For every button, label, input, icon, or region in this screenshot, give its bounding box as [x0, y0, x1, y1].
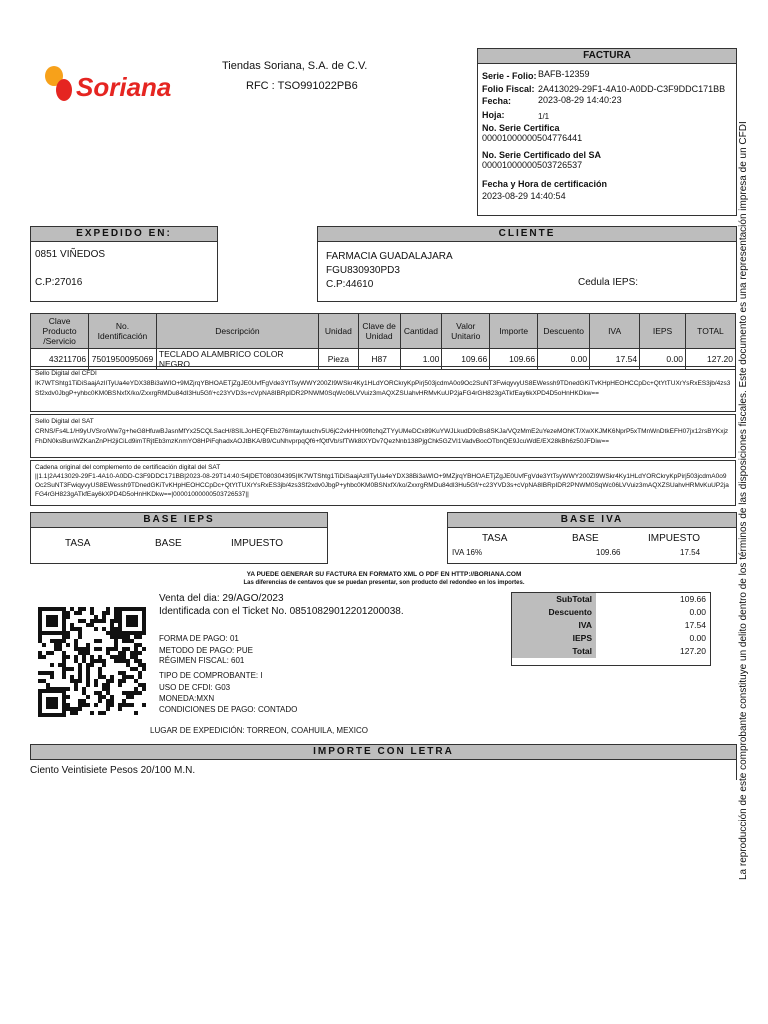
company-rfc: RFC : TSO991022PB6	[246, 80, 358, 92]
sello-sat-box	[30, 414, 736, 458]
cadena-label: Cadena original del complemento de certificación digital del SAT	[35, 464, 221, 471]
total-row-subtotal	[512, 593, 710, 606]
forma-pago: FORMA DE PAGO: 01	[159, 634, 239, 643]
descuento-label: Descuento	[512, 606, 596, 619]
iva-impuesto-label: IMPUESTO	[648, 533, 701, 544]
items-header-row	[31, 314, 736, 349]
sello-cfdi-text: IK7WTShtg1TiDiSaajAzIITyUa4eYDX38Bi3aWIO+9MZjrqYBHOAETjZgJE0UvfFgVde3YtTsyWWY200ZI9WSkr4Ky1HLdYORCkryKpPirj503jcdmA0o9Oc2SuNT3FwiqyvyUS8EWessh9TDnedGKiTvKHpHEOHCCpDc+QtYtTUXrYsRxES3jb/4zs3Sf2xdv0JbgP+yhbc0KM0BSNxfX/ko/ZxxrgRMDu84dI3Hu5Gf/+c23YVD3s+cVpNA8IBRpIDR2PNWM0SqWc06LVVuiz3mAQXZSUahvHRMvKuUP2jaFG4rGH823gATkfEay6kXPD4D5oHnHKDkw==	[35, 380, 731, 397]
cell-ieps: 0.00	[640, 349, 686, 370]
qr-code-icon	[38, 605, 146, 717]
cliente-cp: C.P:44610	[326, 279, 374, 290]
descuento-value: 0.00	[689, 607, 706, 617]
iva-base-label: BASE	[572, 533, 599, 544]
importe-letra-title: IMPORTE CON LETRA	[30, 745, 736, 760]
tipo-comprobante: TIPO DE COMPROBANTE: I	[159, 671, 263, 680]
metodo-pago: METODO DE PAGO: PUE	[159, 646, 253, 655]
cliente-rfc: FGU830930PD3	[326, 265, 400, 276]
factura-title: FACTURA	[478, 49, 736, 64]
company-name: Tiendas Soriana, S.A. de C.V.	[222, 60, 368, 72]
iva-tasa-value: IVA 16%	[452, 548, 483, 557]
notice-line2: Las diferencias de centavos que se puedan presentar, son producto del redondeo en los importes.	[243, 580, 525, 586]
folio-value: 2A413029-29F1-4A10-A0DD-C3F9DDC171BB	[538, 84, 726, 94]
venta-ticket: Identificada con el Ticket No. 08510829012201200038.	[159, 606, 404, 617]
cliente-cedula: Cedula IEPS:	[578, 277, 639, 288]
fecha-label: Fecha:	[482, 96, 512, 106]
fecha-cert-label: Fecha y Hora de certificación	[482, 179, 608, 189]
expedido-title: EXPEDIDO EN:	[31, 227, 217, 242]
cadena-text: ||1.1|2A413029-29F1-4A10-A0DD-C3F9DDC171BB|2023-08-29T14:40:54|DET080304395|IK7WTShtg1TiDiSaajAzIITyUa4eYDX38Bi3aWIO+9MZjrqYBHOAETjZgJE0UvfFgVde3YtTsyWWY200ZI9WSkr4Ky1HLdYORCkryKpPirj503jcdmA0o9Oc2SuNT3FwiqyvyUS8EWessh9TDnedGKiTvKHpHEOHCCpDc+QtYtTUXrYsRxES3jb/4zs3Sf2xdv0JbgP+yhbc0KM0BSNxfX/ko/ZxxrgRMDu84dI3Hu5Gf/+c23YVD3s+cVpNA8IBRpIDR2PNWM0SqWc06LVVuiz3mAQXZSUahvHRMvKuUP2jaFG4rGH823gATkfEay6kXPD4D5oHnHKDkw==|00001000000503726537||	[35, 473, 729, 498]
col-valor-unitario: Valor Unitario	[442, 314, 490, 349]
cell-iva: 17.54	[590, 349, 640, 370]
subtotal-label: SubTotal	[512, 593, 596, 606]
cliente-title: CLIENTE	[318, 227, 736, 242]
cliente-nombre: FARMACIA GUADALAJARA	[326, 251, 453, 262]
ieps-impuesto-label: IMPUESTO	[231, 538, 284, 549]
cell-clave-unidad: H87	[358, 349, 400, 370]
col-unidad: Unidad	[318, 314, 358, 349]
col-descripcion: Descripción	[156, 314, 318, 349]
sello-sat-text: CRNS/Fs4L1/H9yUVSro/Ww7g+heG8HfuwBJasnMfYx25CQLSacH/8SILJoHEQFEb276mtaytuuchv5U6jC2vkHHr09ftchqZTYyUMeDCx89KuYWJLkudD9cBs8SKJa/VQzMmE2uYezeMOhKT/XwXKJMK6NprP5xTMnWnDtkEFH07jx12rsBYKxjzFhDN0ksBunWZKanZnPH2jiCiLd9imTRjtEb3mzKnmYO8HPiFqhadxAOJtBKA/B9/CuNhvprpqQf6+fQtfVb/sfTWk8tXYDv7QezNnb138PjgChk5GZVI1VadvBocOTbnQE9JcuWdE/EX28kBh6z50JFDiw==	[35, 428, 729, 445]
subtotal-value: 109.66	[680, 594, 706, 604]
total-row-descuento	[512, 606, 710, 619]
cell-total: 127.20	[685, 349, 735, 370]
cell-cantidad: 1.00	[400, 349, 442, 370]
condiciones-pago: CONDICIONES DE PAGO: CONTADO	[159, 705, 298, 714]
col-importe: Importe	[490, 314, 538, 349]
expedido-sucursal: 0851 VIÑEDOS	[35, 249, 106, 260]
base-ieps-box	[30, 512, 328, 564]
base-iva-box	[447, 512, 737, 564]
iva-tasa-label: TASA	[482, 533, 508, 544]
sello-sat-label: Sello Digital del SAT	[35, 418, 94, 425]
folio-label: Folio Fiscal:	[482, 84, 535, 94]
totales-box	[511, 592, 711, 666]
cert-sa-label: No. Serie Certificado del SA	[482, 150, 602, 160]
cert-value: 00001000000504776441	[482, 133, 583, 143]
logo-text: Soriana	[76, 72, 172, 102]
base-iva-title: BASE IVA	[448, 513, 736, 528]
factura-box	[477, 48, 737, 216]
sello-cfdi-box	[30, 366, 736, 412]
base-ieps-title: BASE IEPS	[31, 513, 327, 528]
cell-descuento: 0.00	[538, 349, 590, 370]
hoja-value: 1/1	[538, 112, 550, 121]
col-clave-unidad: Clave de Unidad	[358, 314, 400, 349]
legal-notice-vertical: La reproducción de este comprobante constituye un delito dentro de los términos de las disposiciones fiscales. Este documento es una representación impresa de un CFDI	[738, 121, 749, 880]
cell-clave: 43211706	[31, 349, 89, 370]
fecha-value: 2023-08-29 14:40:23	[538, 95, 622, 105]
hoja-label: Hoja:	[482, 110, 505, 120]
notice-line1: YA PUEDE GENERAR SU FACTURA EN FORMATO XML O PDF EN HTTP://BORIANA.COM	[246, 571, 522, 578]
expedido-cp: C.P:27016	[35, 277, 83, 288]
cell-importe: 109.66	[490, 349, 538, 370]
iva-impuesto-value: 17.54	[680, 548, 701, 557]
importe-letra-box	[30, 744, 737, 780]
total-row-total	[512, 645, 710, 658]
col-total: TOTAL	[685, 314, 735, 349]
cell-identificacion: 7501950095069	[89, 349, 157, 370]
ieps-label: IEPS	[512, 632, 596, 645]
total-value: 127.20	[680, 646, 706, 656]
cliente-box	[317, 226, 737, 302]
iva-base-value: 109.66	[596, 548, 621, 557]
ieps-tasa-label: TASA	[65, 538, 91, 549]
ieps-value: 0.00	[689, 633, 706, 643]
col-identificacion: No. Identificación	[89, 314, 157, 349]
items-table	[30, 313, 736, 370]
cert-sa-value: 00001000000503726537	[482, 160, 583, 170]
col-cantidad: Cantidad	[400, 314, 442, 349]
expedido-box	[30, 226, 218, 302]
iva-label: IVA	[512, 619, 596, 632]
col-clave: Clave Producto /Servicio	[31, 314, 89, 349]
total-row-ieps	[512, 632, 710, 645]
total-label: Total	[512, 645, 596, 658]
soriana-logo	[42, 64, 182, 104]
regimen-fiscal: RÉGIMEN FISCAL: 601	[159, 656, 245, 665]
iva-value: 17.54	[684, 620, 706, 630]
cert-label: No. Serie Certifica	[482, 123, 560, 133]
col-ieps: IEPS	[640, 314, 686, 349]
total-row-iva	[512, 619, 710, 632]
col-descuento: Descuento	[538, 314, 590, 349]
importe-letra-text: Ciento Veintisiete Pesos 20/100 M.N.	[30, 765, 196, 776]
soriana-logo-icon	[42, 64, 76, 104]
sello-cfdi-label: Sello Digital del CFDI	[35, 370, 97, 377]
venta-dia: Venta del dia: 29/AGO/2023	[159, 593, 284, 604]
cadena-box	[30, 460, 736, 506]
cell-valor-unitario: 109.66	[442, 349, 490, 370]
fecha-cert-value: 2023-08-29 14:40:54	[482, 191, 566, 201]
ieps-base-label: BASE	[155, 538, 182, 549]
uso-cfdi: USO DE CFDI: G03	[159, 683, 231, 692]
moneda: MONEDA:MXN	[159, 694, 215, 703]
lugar-expedicion: LUGAR DE EXPEDICIÓN: TORREON, COAHUILA, MEXICO	[150, 726, 368, 735]
cell-descripcion: TECLADO ALAMBRICO COLOR NEGRO	[156, 349, 318, 370]
serie-label: Serie - Folio:	[482, 71, 537, 81]
col-iva: IVA	[590, 314, 640, 349]
cell-unidad: Pieza	[318, 349, 358, 370]
serie-value: BAFB-12359	[538, 69, 590, 79]
